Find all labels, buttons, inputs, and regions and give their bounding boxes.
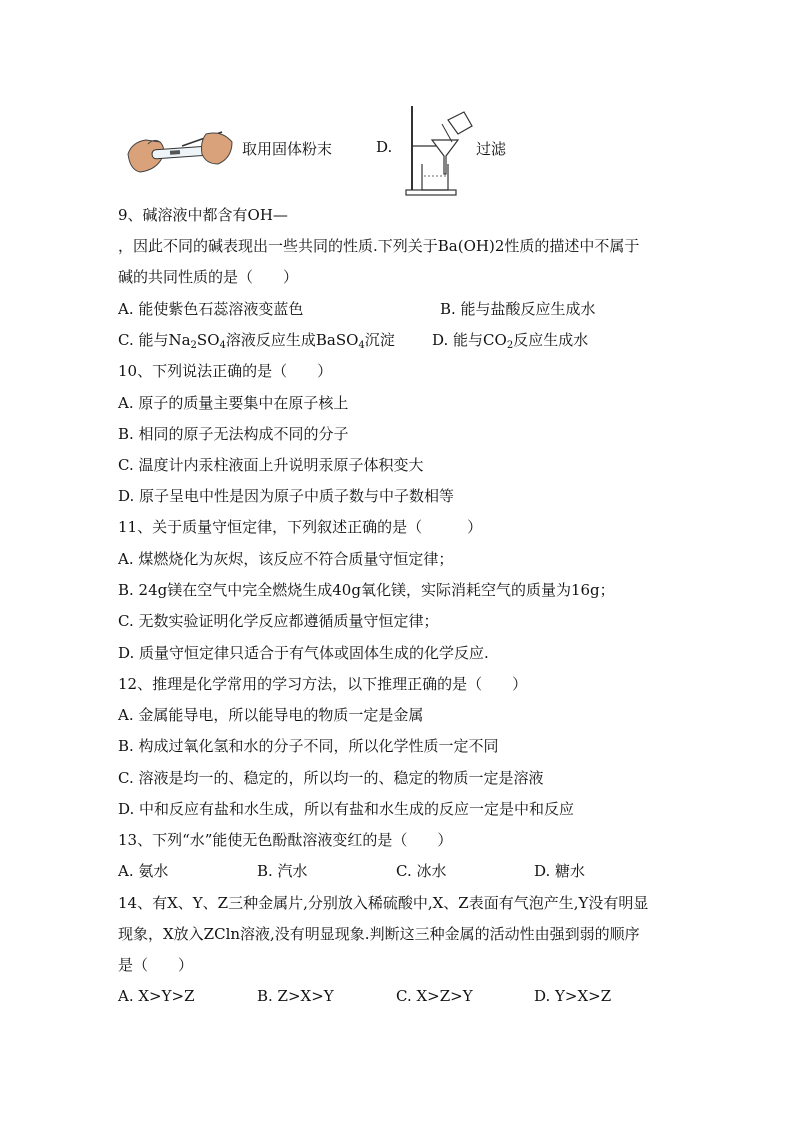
- q10-option-b: B. 相同的原子无法构成不同的分子: [118, 425, 349, 443]
- q11-option-d: D. 质量守恒定律只适合于有气体或固体生成的化学反应.: [118, 644, 489, 662]
- q10-option-a: A. 原子的质量主要集中在原子核上: [118, 394, 349, 412]
- hands-test-tube-figure: [126, 124, 234, 178]
- q9-option-d: D. 能与$CO_2$反应生成水: [432, 331, 589, 351]
- q10-stem: 10、下列说法正确的是（ ）: [118, 362, 333, 380]
- q11-option-c: C. 无数实验证明化学反应都遵循质量守恒定律；: [118, 612, 439, 630]
- q9-option-c: C. 能与$Na_2SO_4$溶液反应生成BaSO$_4$沉淀: [118, 331, 395, 351]
- q14-stem-line3: 是（ ）: [118, 956, 194, 974]
- q13-option-b: B. 汽水: [257, 862, 308, 880]
- q14-stem-line1: 14、有X、Y、Z三种金属片,分别放入稀硫酸中,X、Z表面有气泡产生,Y没有明显: [118, 894, 649, 912]
- q14-option-d: D. Y>X>Z: [534, 987, 612, 1005]
- q14-option-a: A. X>Y>Z: [118, 987, 195, 1005]
- q14-option-b: B. Z>X>Y: [257, 987, 334, 1005]
- q9-option-a: A. 能使紫色石蕊溶液变蓝色: [118, 300, 304, 318]
- q13-option-c: C. 冰水: [396, 862, 447, 880]
- q12-option-c: C. 溶液是均一的、稳定的，所以均一的、稳定的物质一定是溶液: [118, 769, 544, 787]
- q11-stem: 11、关于质量守恒定律，下列叙述正确的是（ ）: [118, 518, 483, 536]
- q9-stem-line3: 碱的共同性质的是（ ）: [118, 268, 299, 286]
- figure-row: [120, 100, 680, 200]
- q10-option-d: D. 原子呈电中性是因为原子中质子数与中子数相等: [118, 487, 455, 505]
- figure-d-label: D.: [376, 138, 393, 156]
- q14-option-c: C. X>Z>Y: [396, 987, 473, 1005]
- q9-stem-line1: 9、碱溶液中都含有OH—: [118, 206, 288, 224]
- figure-d-caption: 过滤: [476, 140, 507, 158]
- q13-option-d: D. 糖水: [534, 862, 586, 880]
- q12-option-a: A. 金属能导电，所以能导电的物质一定是金属: [118, 706, 424, 724]
- q12-stem: 12、推理是化学常用的学习方法，以下推理正确的是（ ）: [118, 675, 528, 693]
- q11-option-b: B. 24g镁在空气中完全燃烧生成40g氧化镁，实际消耗空气的质量为16g；: [118, 581, 615, 599]
- q12-option-d: D. 中和反应有盐和水生成，所以有盐和水生成的反应一定是中和反应: [118, 800, 575, 818]
- q14-stem-line2: 现象，X放入ZCln溶液,没有明显现象.判断这三种金属的活动性由强到弱的顺序: [118, 925, 640, 943]
- q13-option-a: A. 氨水: [118, 862, 169, 880]
- q9-stem-line2: ，因此不同的碱表现出一些共同的性质.下列关于Ba(OH)2性质的描述中不属于: [118, 237, 640, 255]
- q13-stem: 13、下列“水”能使无色酚酞溶液变红的是（ ）: [118, 831, 453, 849]
- q12-option-b: B. 构成过氧化氢和水的分子不同，所以化学性质一定不同: [118, 737, 499, 755]
- q11-option-a: A. 煤燃烧化为灰烬，该反应不符合质量守恒定律；: [118, 550, 454, 568]
- q9-option-b: B. 能与盐酸反应生成水: [440, 300, 596, 318]
- filtration-apparatus-figure: [402, 102, 482, 198]
- q10-option-c: C. 温度计内汞柱液面上升说明汞原子体积变大: [118, 456, 424, 474]
- figure-a-caption: 取用固体粉末: [242, 140, 333, 158]
